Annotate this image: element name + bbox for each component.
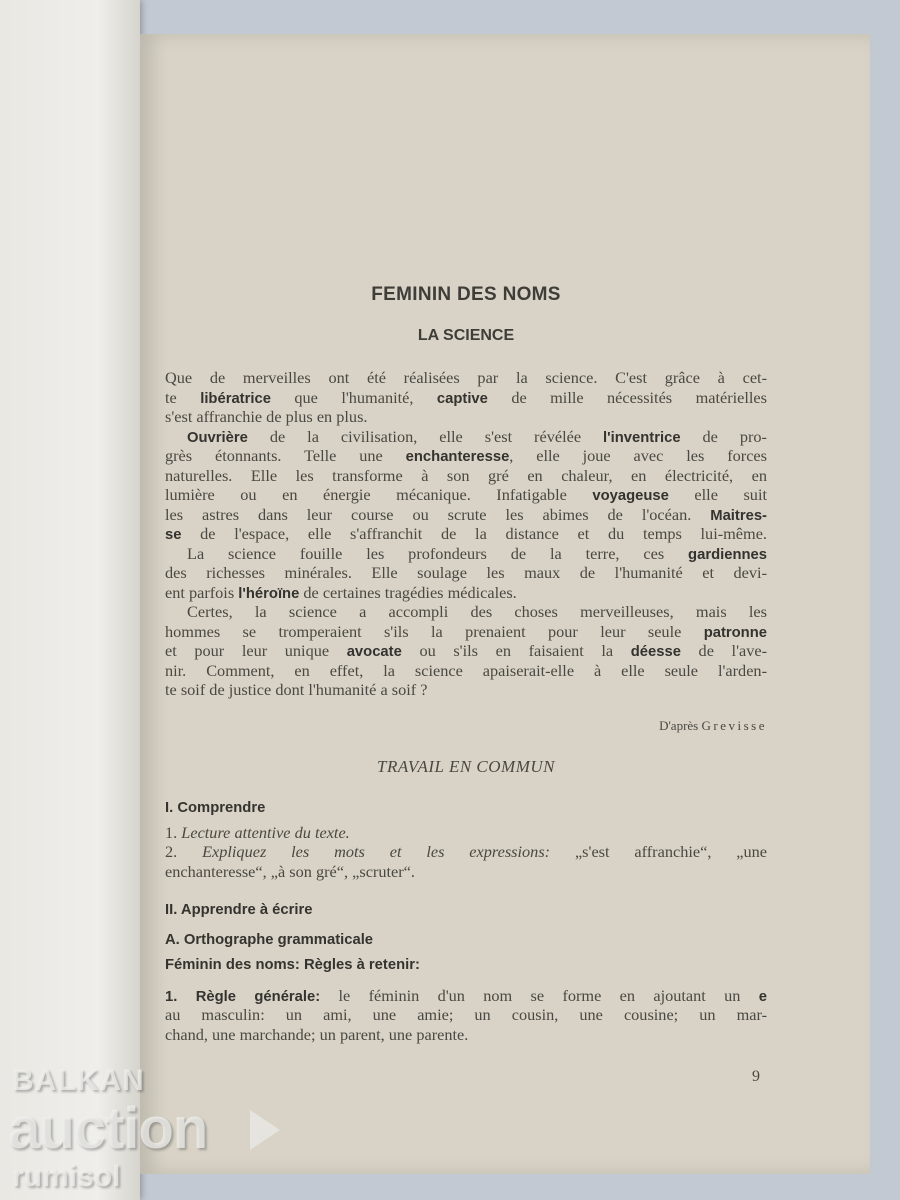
text: de pro-	[680, 426, 767, 446]
text: et pour leur unique	[165, 641, 347, 660]
text-line	[165, 929, 767, 949]
italic-text: Lecture attentive du texte.	[181, 822, 350, 842]
bold-term: e	[758, 988, 767, 1005]
text-line	[165, 622, 767, 642]
text: ou s'ils en faisaient la	[401, 641, 631, 660]
text: ent parfois	[165, 582, 239, 602]
page-title: FEMININ DES NOMS	[371, 284, 561, 305]
bold-term: I. Comprendre	[165, 800, 266, 816]
bold-term: A. Orthographe grammaticale	[165, 931, 374, 948]
attribution-prefix: D'après	[659, 718, 702, 733]
text: de la civilisation, elle s'est révélée	[247, 426, 604, 446]
text-line	[165, 583, 767, 603]
text: te	[165, 387, 201, 407]
text-line	[165, 505, 767, 525]
bold-term: libératrice	[200, 390, 271, 407]
bold-term: voyageuse	[592, 488, 669, 504]
watermark-logo-sub: rumisol	[12, 1160, 121, 1193]
text: 2.	[165, 842, 203, 861]
page-number: 9	[752, 1068, 760, 1085]
bold-term: avocate	[346, 644, 402, 660]
previous-page-edge	[0, 0, 140, 1200]
text: que l'humanité,	[270, 387, 437, 407]
text: „s'est affranchie“, „une	[550, 842, 767, 861]
text-line	[165, 446, 767, 466]
text-line	[165, 407, 767, 427]
text: de l'espace, elle s'affranchit de la distance et du temps lui-même.	[181, 524, 767, 543]
text-line	[165, 427, 767, 447]
text: naturelles. Elle les transforme à son gré en chaleur, en électricité, en	[165, 465, 767, 485]
text-line	[165, 602, 767, 622]
text: de mille nécessités matérielles	[487, 387, 767, 407]
bold-term: gardiennes	[688, 546, 767, 563]
attribution	[165, 718, 767, 734]
text-line	[165, 823, 767, 843]
bold-term: Ouvrière	[187, 429, 248, 446]
attribution-author: Grevisse	[701, 718, 767, 733]
page-subtitle: LA SCIENCE	[417, 327, 515, 344]
text: elle suit	[668, 485, 767, 504]
text: les astres dans leur course ou scrute les abimes de l'océan.	[165, 504, 711, 524]
text: nir. Comment, en effet, la science apaiserait-elle à elle seule l'arden-	[165, 660, 767, 680]
text: de certaines tragédies médicales.	[299, 582, 517, 602]
text: chand, une marchande; un parent, une parente.	[165, 1024, 469, 1044]
exercise-title: TRAVAIL EN COMMUN	[377, 757, 555, 776]
text-line	[165, 485, 767, 505]
bold-term: déesse	[630, 644, 681, 660]
text: enchanteresse“, „à son gré“, „scruter“.	[165, 861, 415, 881]
text-line	[165, 641, 767, 661]
text: La science fouille les profondeurs de la terre, ces	[187, 543, 689, 563]
text-line	[165, 986, 767, 1006]
reading-text	[165, 368, 767, 700]
text: Certes, la science a accompli des choses merveilleuses, mais les	[187, 602, 767, 621]
bold-term: l'inventrice	[603, 429, 681, 446]
text-line	[165, 563, 767, 583]
bold-term: enchanteresse	[405, 449, 510, 465]
text: te soif de justice dont l'humanité a soif ?	[165, 680, 428, 699]
text-line	[165, 680, 767, 700]
bold-term: II. Apprendre à écrire	[165, 902, 313, 918]
bold-term: l'héroïne	[238, 585, 300, 602]
text: hommes se tromperaient s'ils la prenaient pour leur seule	[165, 621, 704, 641]
text: au masculin: un ami, une amie; un cousin, une cousine; un mar-	[165, 1005, 767, 1024]
bold-term: patronne	[703, 624, 767, 641]
exercise-section	[165, 783, 767, 1044]
bold-term: 1. Règle générale:	[165, 988, 321, 1005]
text-line	[165, 862, 767, 882]
text-line	[165, 842, 767, 862]
text: s'est affranchie de plus en plus.	[165, 407, 368, 426]
bold-term: captive	[436, 390, 488, 407]
text: de l'ave-	[680, 641, 767, 660]
watermark-logo-word: auction	[8, 1096, 208, 1161]
text: 1.	[165, 822, 182, 842]
text-line	[165, 1025, 767, 1045]
text-line	[165, 1005, 767, 1025]
text: grès étonnants. Telle une	[165, 446, 406, 465]
text-line	[165, 954, 767, 974]
text: le féminin d'un nom se forme en ajoutant un	[320, 985, 759, 1005]
text: lumière ou en énergie mécanique. Infatigable	[165, 485, 593, 504]
text-line	[165, 544, 767, 564]
bold-term: Féminin des noms: Règles à retenir:	[165, 957, 420, 973]
text-line	[165, 797, 767, 817]
text: , elle joue avec les forces	[509, 446, 767, 465]
text-line	[165, 524, 767, 544]
text-line	[165, 899, 767, 919]
italic-text: Expliquez les mots et les expressions:	[202, 842, 551, 861]
text: des richesses minérales. Elle soulage les maux de l'humanité et devi-	[165, 563, 767, 582]
text-line	[165, 368, 767, 388]
text-line	[165, 388, 767, 408]
watermark-logo: BALKAN	[12, 1064, 145, 1097]
watermark-play-icon	[250, 1110, 280, 1150]
bold-term: se	[165, 527, 182, 543]
bold-term: Maitres-	[710, 507, 767, 524]
text-line	[165, 661, 767, 681]
text: Que de merveilles ont été réalisées par la science. C'est grâce à cet-	[165, 368, 767, 387]
text-line	[165, 466, 767, 486]
